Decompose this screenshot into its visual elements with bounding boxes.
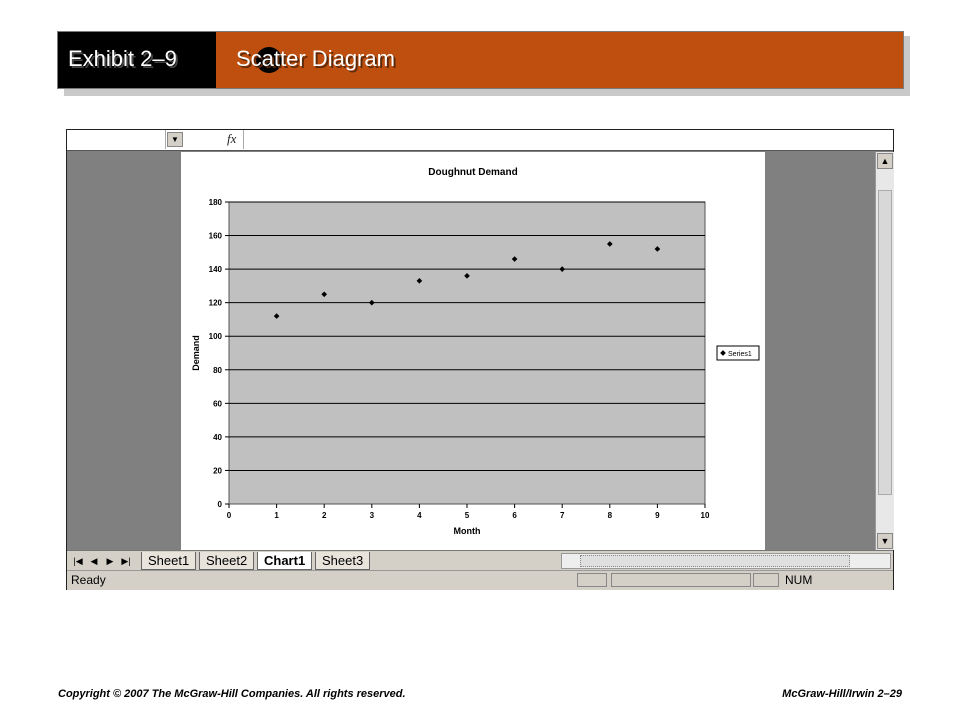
y-tick-label: 0 [217,500,222,509]
sheet-tab-bar [67,550,893,571]
vertical-scroll-thumb[interactable] [878,190,892,495]
y-tick-label: 20 [213,466,222,476]
x-tick-label: 7 [559,511,565,520]
exhibit-label: Exhibit 2–9 [68,46,177,71]
x-tick-label: 1 [274,511,279,520]
x-tick-label: 9 [655,511,660,520]
y-tick-label: 180 [208,198,222,207]
chart-sheet [181,152,765,550]
formula-separator [243,130,244,149]
y-tick-label: 120 [208,298,222,308]
last-sheet-icon[interactable]: ▶| [121,556,131,566]
status-cell [753,573,779,587]
tab-sheet2[interactable]: Sheet2 [199,552,254,570]
y-axis-label: Demand [191,335,201,371]
first-sheet-icon[interactable]: |◀ [73,556,83,566]
status-cell [611,573,751,587]
scatter-chart [181,152,765,550]
name-box-dropdown-icon[interactable]: ▼ [167,132,183,147]
horizontal-scrollbar[interactable] [561,553,891,569]
publisher-text: McGraw-Hill/Irwin 2–29 [782,688,902,700]
y-tick-label: 60 [213,399,222,409]
y-tick-label: 80 [213,365,222,375]
vertical-scrollbar[interactable] [875,152,894,550]
x-tick-label: 0 [226,511,232,520]
x-tick-label: 8 [607,511,613,520]
x-tick-label: 10 [700,511,710,520]
x-tick-label: 4 [417,511,422,520]
excel-window [66,129,894,590]
tab-chart1[interactable]: Chart1 [257,552,312,570]
status-bar [67,570,893,590]
status-ready: Ready [71,573,106,587]
y-tick-label: 100 [208,332,222,342]
y-tick-label: 40 [213,432,222,442]
status-num: NUM [785,573,813,587]
tab-sheet1[interactable]: Sheet1 [141,552,196,570]
page-title: Scatter Diagram [236,46,395,71]
horizontal-scroll-thumb[interactable] [580,555,850,567]
fx-icon[interactable]: fx [227,131,237,146]
y-tick-label: 160 [208,231,222,241]
header-bar [57,31,904,89]
status-cell [577,573,607,587]
chart-title: Doughnut Demand [428,167,518,178]
copyright-text: Copyright © 2007 The McGraw-Hill Companies. All rights reserved. [58,688,406,700]
next-sheet-icon[interactable]: ▶ [106,556,114,566]
tab-sheet3[interactable]: Sheet3 [315,552,370,570]
x-axis-label: Month [453,526,481,536]
y-tick-label: 140 [208,265,222,275]
x-tick-label: 2 [321,511,327,520]
scroll-down-icon[interactable]: ▼ [877,533,893,549]
plot-area [229,202,705,504]
x-tick-label: 5 [464,511,470,520]
x-tick-label: 3 [369,511,375,520]
legend-label: Series1 [728,351,752,358]
name-box[interactable] [67,130,166,149]
prev-sheet-icon[interactable]: ◀ [90,556,98,566]
formula-bar [67,130,893,151]
x-tick-label: 6 [512,511,517,520]
scroll-up-icon[interactable]: ▲ [877,153,893,169]
